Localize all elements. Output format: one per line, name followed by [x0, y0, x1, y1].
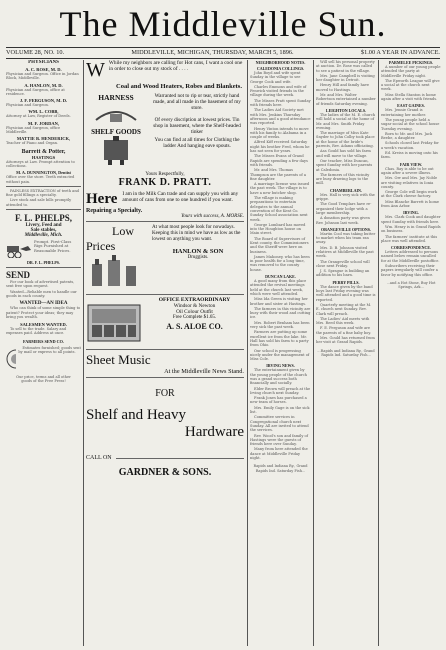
card-name: M. F. JORDAN, [28, 120, 59, 126]
ad-prices: Prices [86, 239, 116, 253]
card-name: A. C. ROSE, M. D. [25, 67, 62, 72]
column-rule [83, 60, 84, 646]
phelps-note: Rigs Furnished at [34, 243, 69, 249]
ad-warranted-text: Warranted not to rip or tear, strictly hand made, and all made in the basement of my store. [153, 93, 241, 111]
section-heading: ORANGEVILLE OPTIONS. [320, 226, 371, 232]
ad-druggists: Druggists. [187, 255, 209, 260]
section-heading: CALEDONIA COLLINGS. [256, 66, 305, 71]
volume-number: VOLUME 28, NO. 10. [6, 49, 65, 56]
column-rule [247, 60, 248, 646]
ad-pratt-name: FRANK D. PRATT. [118, 177, 212, 188]
publication-date: MIDDLEVILLE, MICHIGAN, THURSDAY, MARCH 5, 1896. [131, 49, 294, 56]
ad-shelf-text: Of every discription at lowest prices. Tin shop in basement, where the Shelf-headed tinker [153, 117, 241, 135]
section-heading: DUNCAN LAKE. [265, 274, 296, 280]
doctor-card: DR. F. L. PHELPS. [26, 260, 61, 266]
ad-low: Low [112, 224, 134, 238]
section-heading: IRVING NEWS. [266, 363, 295, 369]
section-heading: PERRY PILLS. [332, 279, 360, 285]
salesmen-heading: SALESMEN WANTED. [20, 322, 67, 328]
masthead-title: The Middleville Sun. [59, 4, 387, 44]
paint-box-icon [86, 297, 142, 347]
phelps-subtitle: Livery, Feed and [25, 223, 62, 229]
section-heading: NEIGHBORHOOD NOTES. [255, 60, 306, 65]
ad-harness: HARNESS [98, 93, 134, 102]
column-neighborhood-notes: NEIGHBORHOOD NOTES. CALEDONIA COLLINGS. John Boyd and wife spent Sunday in the village to see George Cook and wife. Charles Emmons and wife of Fenwick visited friends in the village during the week. The Misses Pratt spent Sunday with friends here. The Ladies Aid Society met with Mrs. Jenkins Thursday afternoon and a good attendance was reported. Henry Vinton intends to move with his family to Alabama in a couple of weeks. Alfred Kiff received Saturday night his brother Fred, whom he has not seen for years. The Misses Evans of Grand Rapids are spending a few days with friends. Mr. and Mrs. Thomas Thompson are the parents of a fine daughter. A marriage license was issued the past week. The village is to have a new butcher shop. The village is making preparations to entertain delegates to the annual convention of the Kent Co. Sunday School association next week. George Lombard has moved into the Houghton house on Main street. The Board of Supervisors of Kent county, the Commissioners and the Sheriff were here on business. James Mahoney, who has been in poor health for a long time, was removed to the county house. DUNCAN LAKE. A good many from this place attended the revival meetings held at the church last week, which were well attended. Miss Ida Green is visiting her brother and sister at Hastings. The farmers in this vicinity are busy with their wood and cutting ice. Mrs. Robert Benham has been very sick the past week. Farmers are putting up some excellent ice from the lake. Mr. Hall has sold his farm to a party from Ohio. Our school is progressing nicely under the management of Miss Cole. IRVING NEWS. The entertainment given by the young people of the church was a grand success both financially and socially. Elder Brown will preach at the Irving church next Sunday. Frank Jones has purchased a new team of horses. Mrs. Emily Gage is on the sick list. Committee services in Congregational church next Sunday. All are invited to attend the services. Rev. Wood's son and family of Hastings were the guests of friends here over Sunday. Many from here attended the dance at Middleville Friday night. Rapids and Indiana Ry., Grand Rapids Ind. Saturday Fish... [250, 60, 311, 473]
ad-call-on: CALL ON [86, 455, 112, 461]
ad-office-extraordinary: OFFICE EXTRAORDINARY [158, 297, 231, 303]
medicine-bottles-icon [86, 254, 146, 288]
ad-coal-heaters: Coal and Wood Heaters, Robes and Blankets. [116, 83, 242, 90]
ad-repair: Repairing a Specialty. [86, 208, 143, 214]
section-heading: LEIGHTON LOCALS. [325, 107, 367, 113]
ad-hardware: Hardware [184, 424, 244, 440]
phelps-note: Prompt. First-Class [34, 239, 72, 245]
card-name: J. F. FERGUSON, M. D. [19, 98, 68, 104]
card-name: MATTIE B. HENDERICK, [16, 136, 71, 142]
section-heading: PARMELEE PICKINGS. [388, 60, 434, 65]
section-heading: FAIR VIEW. [399, 161, 423, 167]
ad-milk-can-text: I am in the Milk Can trade and can supply you with any amount of cans from one to one hundred if you want. [122, 191, 239, 203]
farmers-heading: FARMERS SEND CO. [23, 338, 64, 344]
card-name: HASTINGS [31, 154, 56, 160]
phelps-subtitle: Sale stables, [30, 228, 57, 234]
phelps-note: Reasonable Prices. [34, 247, 71, 253]
phelps-name: F. L. PHELPS, [15, 213, 72, 224]
ad-low-text: At what most people look for nowadays. Keeping this in mind we have as low as the lowest on anything you want. [152, 224, 241, 242]
column-advertisements: W While my neighbors are calling for Hot cans, I want a cool one in order to close out my stock of . . . . Coal and Wood Heaters, Robes and Blankets. HARNESS SHELF GOODS Warranted not to rip or tear, strictly hand made, and all made in the basement of my store. Of every discription at lowest prices. Tin shop in basement, where the Shelf-headed tinker You can find at all times for Clothing the ladder And hanging eave spouts. Yours Respectfully, FRANK D. PRATT. Here I am in the Milk Can trade and can supply you with any amount of cans from one to one hundred if you want. Repairing a Specialty. Yours with success, A. MORSE. Low Prices At what most people look for nowadays. Keeping this in mind we have as low as the lowest on anything you want. HANLON & SON Druggists. OFFICE EXTRAORDINARY Windsor & Newton Oil Colour Outfit Free Complete $1.65. A. S. ALOE CO. Sheet Music At the Middleville News Stand. FOR Shelf and Heavy Hardware CALL ON GARDNER & SONS. [86, 60, 244, 478]
ad-yours: Yours Respectfully, [145, 172, 185, 177]
card-name: Barrett & Potter, [21, 148, 66, 155]
column-correspondence: PARMELEE PICKINGS. A number of our young people attended the party at Middleville Friday night. The Epworth League will give a social at the church next week. Miss Stella Stanton is home again after a visit with friends. EAST GAINES. Mrs. Jennie Grand is entertaining her mother. The young people held a sugar social at the school house Tuesday evening. Born to Mr. and Mrs. Jack Beebe, a daughter. Schools closed last Friday for a week's vacation. Ed. Kreiss is moving onto his farm. FAIR VIEW. Chas. Ray is able to be out again after a severe illness. Mrs. Orr and Mrs. Jay Noble are visiting relatives in Ionia county. George Cole will begin work at the Clark cheese factory. Miss Blanche Barrett is home from Ann Arbor. IRVING. Mrs. Clark Cook and daughter spent Sunday with friends here. Wm. Henry is in Grand Rapids on business. The farmers' institute at this place was well attended. CORRESPONDENCE. Letters addressed to persons named below remain uncalled for at the Middleville postoffice. Subscribers receiving their papers irregularly will confer a favor by notifying this office. ...and a Hot Stone, Buy Hot Springs, Ark... [381, 60, 441, 290]
section-heading: EAST GAINES. [397, 103, 425, 109]
card-name: WM. L. COBB, [28, 109, 59, 115]
card-name: A. HANLON, M. D. [24, 82, 63, 88]
wanted-idea-heading: WANTED—AN IDEA [19, 301, 68, 307]
ad-here-label: Here [86, 191, 118, 207]
ad-for: FOR [155, 388, 175, 399]
ad-oil-colors: Oil Colour Outfit [176, 309, 213, 315]
ad-shelf-heavy: Shelf and Heavy [86, 407, 186, 423]
ad-gardner: GARDNER & SONS. [118, 467, 212, 478]
ad-signoff: Yours with success, A. MORSE. [181, 214, 244, 219]
column-footer: ...and a Hot Stone, Buy Hot Springs, Ark... [386, 280, 436, 290]
phelps-location: Middleville, Mich. [24, 233, 63, 239]
ad-aloe: A. S. ALOE CO. [166, 322, 223, 331]
footer-line: goods of the Free Press! [21, 379, 66, 384]
ad-complete: Free Complete $1.65. [172, 315, 217, 320]
harness-illustration-icon [86, 102, 146, 124]
horse-carriage-icon [6, 240, 32, 258]
footer-line: Our price, terms and all other [16, 374, 71, 379]
ad-windsor: Windsor & Newton [173, 303, 216, 309]
section-heading: CHAMBERLAIN. [330, 187, 362, 193]
subscription-price: $1.00 A YEAR IN ADVANCE. [360, 49, 440, 56]
section-heading: CORRESPONDENCE. [390, 245, 432, 251]
section-heading: IRVING. [403, 210, 419, 216]
column-footer: ...Rapids and Indiana Ry., Grand Rapids Ind. Saturday Fish... [317, 348, 375, 357]
ad-news-stand: At the Middleville News Stand. [164, 368, 244, 375]
column-rule [313, 60, 314, 646]
ad-shelf-goods: SHELF GOODS [91, 128, 141, 136]
column-professional-cards: PHYSICIANS A. C. ROSE, M. D. Physician and Surgeon. Office in Jordan Block, Middleville. A. HANLON, M. D. Physician and Surgeon, office at residence. J. F. FERGUSON, M. D. Physician and Surgeon. WM. L. COBB, Attorney at Law, Register of Deeds. M. F. JORDAN, Physician and Surgeon, office Middleville. MATTIE B. HENDERICK, Teacher of Piano and Organ. Barrett & Potter, HASTINGS Attorneys at Law. Prompt attention to collections. M. A. DUNNINGTON, Dentist Office over the store. Teeth extracted without pain. PAINLESS EXTRACTION of teeth and fine gold fillings a specialty. Live stock and sale bills promptly attended to. F. L. PHELPS, Livery, Feed and Sale stables, Middleville, Mich. Prompt. First-Class Rigs Furnished at Reasonable Prices. DR. F. L. PHELPS. SEND For our book of advertised patents, sent free upon request. Wanted—Reliable men to handle our goods in each county. WANTED—AN IDEA Who can think of some simple thing to patent? Protect your ideas; they may bring you wealth. SALESMEN WANTED. To sell to the trade. Salary and expenses paid. Address at once. FARMERS SEND CO. Estimates furnished; goods sent by mail or express to all points. Our price, terms and all other goods of the Free Press! [6, 60, 81, 384]
ad-sheet-music: Sheet Music [86, 352, 151, 367]
ad-intro: While my neighbors are calling for Hot cans, I want a cool one in order to close out my stock of . . . . [108, 60, 243, 72]
seal-icon [6, 346, 16, 372]
ad-hanlon: HANLON & SON [172, 248, 224, 255]
column-rule [378, 60, 379, 646]
card-name: M. A. DUNNINGTON, Dentist [16, 170, 71, 176]
ad-tinker-text: You can find at all times for Clothing the ladder And hanging eave spouts. [154, 137, 240, 149]
send-ad-heading: SEND [6, 270, 31, 281]
stove-illustration-icon [86, 136, 146, 166]
physicians-header: PHYSICIANS [28, 60, 59, 65]
column-local-correspondence: Will sell his personal property at auction. Dr. Rose was called to see a patient in the village. Mrs. Jane Campbell is visiting her daughter in Detroit. Henry Hill and family have moved to Hastings. Mr. and Mrs. Walter Robertson entertained a number of friends Saturday evening. LEIGHTON LOCALS. The ladies of the M. E. church will hold a social at the home of Mr. and Mrs. Smith Friday evening. The marriage of Miss Kate Snyder to John Colby took place at the home of the bride's parents, Rev. Adams officiating. Asa Gould has sold his farm and will move to the village. Our teacher, Miss Duncan, spent Sunday with her parents at Caledonia. The farmers of this vicinity are busy drawing logs to the mill. CHAMBERLAIN. Mrs. Hall is very sick with the grippe. The Good Templars have re-organized their lodge with a large membership. A donation party was given Rev. Johnson last week. ORANGEVILLE OPTIONS. Martin Cool was taking butter to market when his team ran away. Mrs. D. B. Johnson visited relatives at Middleville the past week. The Orangeville school will close next Friday. J. S. Sprague is building an addition to his barn. PERRY PILLS. The dance given by the band boys last Friday evening was well attended and a good time is reported. Quarterly meeting at the M. E. church next Sunday. Rev. Clark will preach. The Ladies' Aid meets with Mrs. Reed this week. F. E. Ferguson and wife are the parents of a fine baby boy. Mrs. Gould has returned from her visit at Grand Rapids. ...Rapids and Indiana Ry., Grand Rapids Ind. Saturday Fish... [316, 60, 376, 357]
dateline-bar [6, 47, 440, 59]
column-footer: Rapids and Indiana Ry., Grand Rapids Ind. Saturday Fish... [253, 464, 308, 473]
